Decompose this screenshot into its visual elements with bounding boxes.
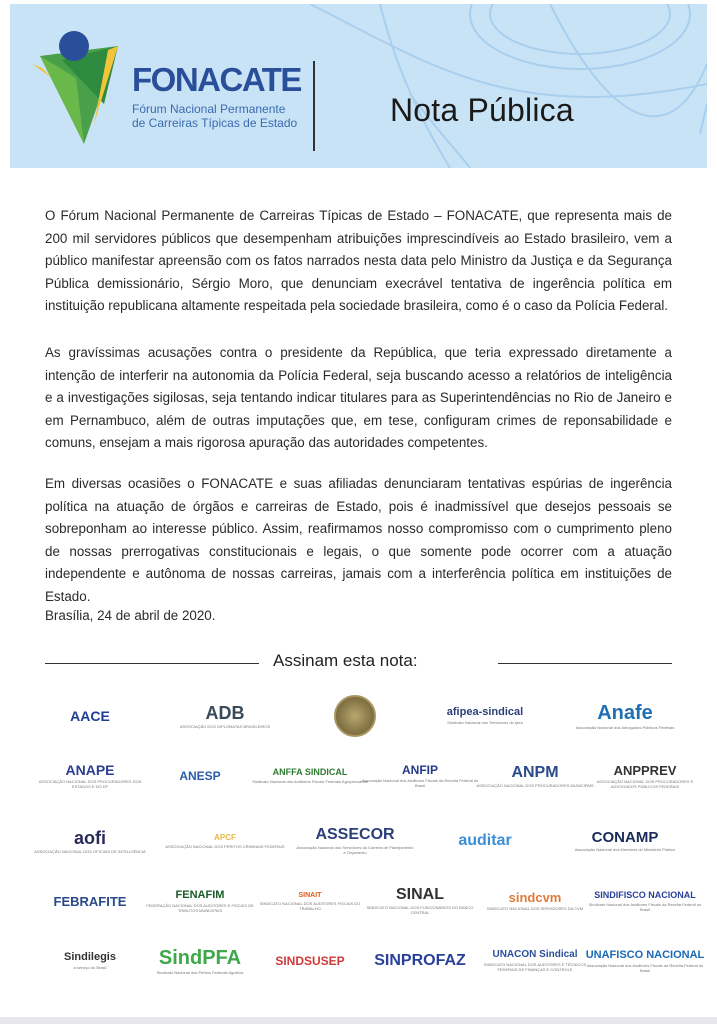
logo-name: FEBRAFITE — [53, 893, 127, 909]
brand-block — [132, 62, 301, 130]
signatory-logo-conamp — [565, 813, 685, 869]
logo-name: Sindilegis — [64, 951, 116, 963]
logo-name: ANAPE — [65, 762, 115, 778]
signatory-logo-unacon-sindical — [475, 933, 595, 989]
logo-name: sindcvm — [508, 890, 562, 905]
signatory-logo-anesp — [140, 748, 260, 804]
brand-subtitle-2: de Carreiras Típicas de Estado — [132, 116, 298, 130]
logo-subtitle: SINDICATO NACIONAL DOS AUDITORES E TÉCNICOS FEDERAIS DE FINANÇAS E CONTROLE — [483, 962, 587, 972]
logo-name: UNAFISCO NACIONAL — [585, 948, 705, 961]
logo-subtitle: SINDICATO NACIONAL DOS FUNCIONÁRIOS DO BANCO CENTRAL — [366, 905, 474, 915]
logo-subtitle: ASSOCIAÇÃO DOS DIPLOMATAS BRASILEIROS — [179, 723, 271, 729]
signatory-logo-adpf — [295, 688, 415, 744]
signatory-logo-sindpfa — [140, 933, 260, 989]
logo-subtitle: Associação Nacional dos Auditores Fiscais da Receita Federal do Brasil — [361, 778, 479, 788]
logo-subtitle: Associação Nacional dos Servidores da Carreira de Planejamento e Orçamento — [296, 845, 414, 855]
signatories-heading — [45, 651, 672, 675]
logo-name: afipea-sindical — [446, 706, 524, 718]
logo-subtitle: Associação Nacional dos Auditores Fiscais da Receita Federal do Brasil — [586, 962, 704, 973]
paragraph-1: O Fórum Nacional Permanente de Carreiras Típicas de Estado – FONACATE, que representa mais de 200 mil servidores públicos que desempenham atribuições imprescindíveis ao Estado brasileiro, vem a público manifestar apreensão com os fatos narrados nesta data pelo Ministro da Justiça e da Segurança Pública demissionário, Sérgio Moro, que denunciam execrável tentativa de ingerência política em instituição republicana altamente respeitada pela sociedade brasileira, como é o caso da Polícia Federal. — [45, 208, 672, 314]
logo-subtitle: Sindicato Nacional dos Servidores do Ipea — [447, 720, 523, 725]
logo-subtitle: ASSOCIAÇÃO NACIONAL DOS OFICIAIS DE INTELIGÊNCIA — [34, 848, 146, 854]
logo-name: ANPM — [511, 763, 559, 781]
signatory-logo-afipea-sindical — [425, 688, 545, 744]
logo-name: ANFIP — [402, 763, 438, 777]
signatory-logo-unafisco-nacional — [585, 933, 705, 989]
logo-name: AACE — [70, 708, 110, 724]
logo-name: ANESP — [179, 769, 221, 783]
logo-subtitle: Sindicato Nacional dos Auditores Fiscais da Receita Federal do Brasil — [588, 901, 702, 912]
logo-name: SINDSUSEP — [275, 954, 345, 968]
signatory-logo-adb — [165, 688, 285, 744]
logo-subtitle: ASSOCIAÇÃO NACIONAL DOS PROCURADORES MUNICIPAIS — [476, 782, 594, 788]
signatory-logo-sindifisco-nacional — [585, 873, 705, 929]
divider-left — [45, 663, 259, 664]
signatory-logo-anfip — [360, 748, 480, 804]
signatory-logo-sinal — [360, 873, 480, 929]
signatory-logo-sinprofaz — [360, 933, 480, 989]
brand-name: FONACATE — [132, 61, 301, 98]
signatory-logo-anape — [30, 748, 150, 804]
signatory-logo-assecor — [295, 813, 415, 869]
signatory-logo-sindilegis — [30, 933, 150, 989]
paragraph-3: Em diversas ocasiões o FONACATE e suas afiliadas denunciaram tentativas espúrias de ingerência política na atuação de órgãos e carreiras de Estado, pois é inadmissível que desejos pessoais se sobreponham ao interesse público. Assim, reafirmamos nosso compromisso com o cumprimento pleno de nossas prerrogativas constitucionais e legais, o que somente pode ocorrer com a atuação independente e autônoma de nossas carreiras, jamais com a interferência política em instituições de Estado. — [45, 476, 672, 604]
signatory-logo-sindsusep — [250, 933, 370, 989]
signatory-logo-anffa-sindical — [250, 748, 370, 804]
logo-name: SINDIFISCO NACIONAL — [594, 889, 696, 900]
logo-subtitle: FEDERAÇÃO NACIONAL DOS AUDITORES E FISCAIS DE TRIBUTOS MUNICIPAIS — [146, 902, 254, 913]
divider-right — [498, 663, 672, 664]
logo-name: ANFFA SINDICAL — [272, 767, 348, 777]
signatory-logo-aofi — [30, 813, 150, 869]
logo-name: SINAL — [396, 886, 444, 903]
signatory-logo-anafe — [565, 688, 685, 744]
paragraph-2: As gravíssimas acusações contra o presidente da República, que teria expressado diretamente a intenção de interferir na autonomia da Polícia Federal, seja buscando acesso a relatórios de inteligência e a investigações sigilosas, seja tentando indicar titulares para as Superintendências no Rio de Janeiro e em Pernambuco, além de outras imputações que, em tese, configuram crimes de reponsabilidade e comuns, ensejam a mais rigorosa apuração das autoridades competentes. — [45, 345, 672, 451]
logo-subtitle: a serviço do Brasil — [73, 965, 107, 970]
fonacate-logo-icon — [32, 28, 127, 148]
logo-subtitle: ASSOCIAÇÃO NACIONAL DOS PROCURADORES DOS ESTADOS E DO DF — [38, 779, 142, 789]
brand-subtitle-1: Fórum Nacional Permanente — [132, 102, 286, 116]
date-line: Brasília, 24 de abril de 2020. — [45, 608, 216, 623]
signatory-logo-anpprev — [585, 748, 705, 804]
logo-name: SindPFA — [158, 946, 242, 969]
logo-name: ASSECOR — [315, 826, 395, 843]
logo-subtitle: ASSOCIAÇÃO NACIONAL DOS PERITOS CRIMINAIS FEDERAIS — [165, 843, 285, 849]
logo-name: aofi — [73, 827, 106, 848]
header-divider — [313, 61, 315, 151]
logo-subtitle: Sindicato Nacional dos Peritos Federais Agrários — [156, 969, 244, 975]
signatory-logo-anpm — [475, 748, 595, 804]
logo-name: UNACON Sindical — [492, 949, 578, 960]
logo-name: APCF — [214, 832, 236, 842]
footer-bar — [0, 1017, 717, 1024]
logo-name: FENAFIM — [175, 888, 225, 901]
signatory-logo-fenafim — [140, 873, 260, 929]
logo-name: SINAIT — [298, 891, 322, 899]
logo-name: CONAMP — [591, 829, 659, 846]
logo-subtitle: ASSOCIAÇÃO NACIONAL DOS PROCURADORES E ADVOGADOS PÚBLICOS FEDERAIS — [596, 778, 694, 789]
logo-name: SINPROFAZ — [374, 952, 466, 969]
adpf-seal-icon — [334, 695, 376, 737]
page-title: Nota Pública — [390, 92, 574, 128]
signatories-title: Assinam esta nota: — [273, 651, 418, 670]
logo-subtitle: Associação Nacional dos Advogados Públicos Federais — [575, 724, 675, 730]
signatory-logo-febrafite — [30, 873, 150, 929]
logo-subtitle: SINDICATO NACIONAL DOS SERVIDORES DA CVM — [486, 906, 584, 911]
logo-name: ANPPREV — [613, 762, 677, 778]
signatory-logo-sinait — [250, 873, 370, 929]
logo-subtitle: SINDICATO NACIONAL DOS AUDITORES FISCAIS DO TRABALHO — [259, 900, 361, 911]
logo-subtitle: Sindicato Nacional dos Auditores Fiscais Federais Agropecuários — [252, 779, 368, 784]
signatory-logo-apcf — [165, 813, 285, 869]
logo-name: ADB — [205, 702, 245, 723]
logo-name: Anafe — [597, 701, 653, 724]
signatory-logo-auditar — [425, 813, 545, 869]
signatory-logo-aace — [30, 688, 150, 744]
logo-subtitle: Associação Nacional dos Membros do Ministério Público — [574, 847, 676, 852]
header-banner — [10, 4, 707, 168]
logo-name: auditar — [458, 832, 512, 849]
signatory-logo-sindcvm — [475, 873, 595, 929]
